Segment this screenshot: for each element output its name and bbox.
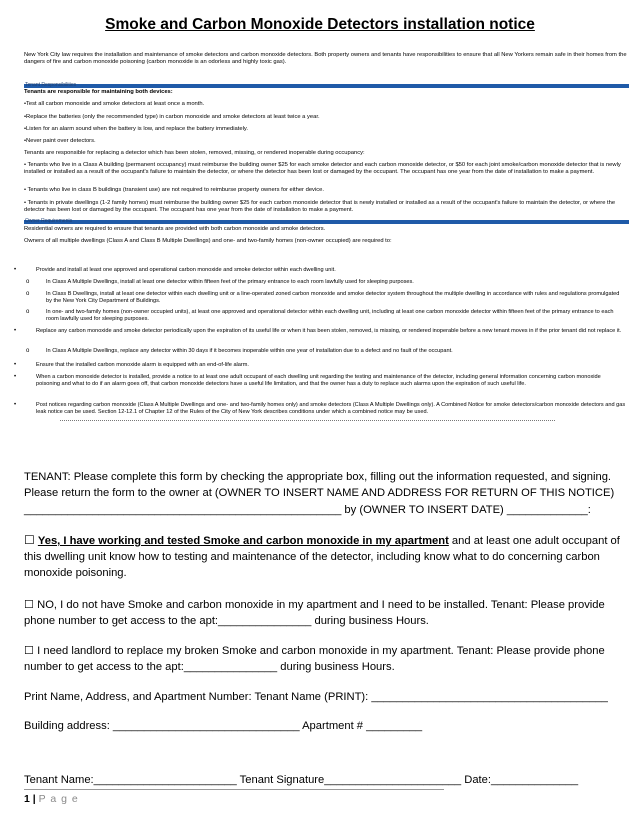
class-a-note: • Tenants who live in a Class A building (permanent occupancy) must reimburse the building owner $25 for each smoke detector and each carbon monoxide detector, or $50 for each joint smoke/carbon monoxide detector that is newly installed or installed as a result of the occupant's failure to maintain the detector, or where the detector has been lost or damaged by the occupant. The occupant has one year from the date of installation to make a payment. [24,162,621,175]
bullet-marker: • [14,402,17,408]
tenant-responsibilities-header [24,84,629,88]
private-dwelling-note: • Tenants in private dwellings (1-2 family homes) must reimburse the building owner $25 for each carbon monoxide detector that is newly installed or installed as a result of the occupant's failure to maintain the detector, or where the detector has been lost or damaged by the occupant. The occupant has one year from the date of installation to make a payment. [24,200,616,213]
page-label: P a g e [38,793,79,805]
list-item: Post notices regarding carbon monoxide (Class A Multiple Dwellings and one- and two-family homes only) and smoke detectors (Class A Multiple Dwellings only). A Combined Notice for smoke detectors/carbon monoxide detectors and gas leak notice can be used. Section 12-12.1 of Chapter 12 of the Rules of the City of New York describes conditions under which a combined notice may be used. [36,402,626,415]
bullet-marker: • [14,362,17,368]
owner-line-2: Owners of all multiple dwellings (Class A and Class B Multiple Dwellings) and one- and two-family homes (non-owner occupied) are required to: [24,238,392,244]
list-item: In Class A Multiple Dwellings, install at least one detector within fifteen feet of the primary entrance to each room lawfully used for sleeping purposes. [46,279,414,285]
list-item: Provide and install at least one approved and operational carbon monoxide and smoke detector within each dwelling unit. [36,267,336,273]
list-item: In one- and two-family homes (non-owner occupied units), at least one approved and operational detector within each dwelling unit, including at least one carbon monoxide detector within fifteen feet of the primary entrance to each room lawfully used for sleeping purposes. [46,309,614,322]
option-yes[interactable] [24,532,624,581]
owner-line-1: Residential owners are required to ensure that tenants are provided with both carbon monoxide and smoke detectors. [24,226,326,232]
bullet-marker: o [26,279,30,285]
option-yes-rest: and at least one adult occupant of this dwelling unit know how to testing and maintenance of the detector, including know what to do concerning carbon monoxide poisoning. [24,535,620,579]
tenant-item: •Never paint over detectors. [24,138,96,144]
tenant-item: •Listen for an alarm sound when the battery is low, and replace the battery immediately. [24,126,248,132]
tenant-item: •Replace the batteries (only the recommended type) in carbon monoxide and smoke detectors at least twice a year. [24,114,320,120]
owner-requirements-header [24,220,629,224]
page-separator: | [29,793,39,805]
signature-line[interactable]: Tenant Name:_______________________ Tenant Signature______________________ Date:______________ [24,774,579,786]
tenant-item: •Test all carbon monoxide and smoke detectors at least once a month. [24,101,205,107]
bullet-marker: o [26,348,30,354]
list-item: When a carbon monoxide detector is installed, provide a notice to at least one adult occupant of each dwelling unit regarding the testing and maintenance of the detector, including general information concerning carbon monoxide poisoning and what to do if an alarm goes off, that carbon monoxide detectors have a useful life limitation, and that the owner has a duty to replace such alarms upon the expiration of such useful life. [36,374,601,387]
list-item: In Class B Dwellings, install at least one detector within each dwelling unit or a line-operated zoned carbon monoxide and smoke detector system throughout the multiple dwelling in accordance with rules and regulations promulgated by the New York City Department of Buildings. [46,291,620,304]
list-item: Ensure that the installed carbon monoxide alarm is equipped with an end-of-life alarm. [36,362,249,368]
owner-requirements-label: Owner Requirements [25,218,73,224]
bullet-marker: • [14,267,17,273]
replace-note: Tenants are responsible for replacing a detector which has been stolen, removed, missing, or rendered inoperable during occupancy: [24,150,365,156]
list-item: In Class A Multiple Dwellings, replace any detector within 30 days if it becomes inoperable within one year of installation due to a defect and no fault of the occupant. [46,348,453,354]
checkbox-yes[interactable]: ☐ [24,533,35,547]
list-item: Replace any carbon monoxide and smoke detector periodically upon the expiration of its useful life or when it has been stolen, removed, is missing, or rendered inoperable before a new tenant moves in if the prior tenant did not replace it. [36,328,622,334]
intro-paragraph: New York City law requires the installation and maintenance of smoke detectors and carbon monoxide detectors. Both property owners and tenants have responsibilities to ensure that all New Yorkers remain safe in their homes from the dangers of fire and carbon monoxide poisoning (carbon monoxide is an odorless and highly toxic gas). [24,52,627,65]
footer-divider [24,789,444,790]
tenant-lead: Tenants are responsible for maintaining both devices: [24,89,173,95]
document-title: Smoke and Carbon Monoxide Detectors installation notice [105,16,535,33]
bullet-marker: • [14,328,17,334]
form-instructions: TENANT: Please complete this form by checking the appropriate box, filling out the information requested, and signing. Please return the form to the owner at (OWNER TO INSERT NAME AND ADDRESS FOR RETURN OF THIS NOTICE) [24,471,615,499]
print-name-field[interactable]: Print Name, Address, and Apartment Number: Tenant Name (PRINT): ______________________________________ [24,691,608,703]
class-b-note: • Tenants who live in class B buildings (transient use) are not required to reimburse property owners for either device. [24,187,324,193]
tenant-responsibilities-label: Tenant Responsibilities [25,82,77,88]
bullet-marker: o [26,309,30,315]
owner-date-line[interactable]: ___________________________________________________ by (OWNER TO INSERT DATE) _____________: [24,504,591,516]
divider-line [60,420,555,421]
page-footer [24,793,79,805]
bullet-marker: o [26,291,30,297]
page-number: 1 [24,793,30,805]
bullet-marker: • [14,374,17,380]
option-yes-bold: Yes, I have working and tested Smoke and carbon monoxide in my apartment [37,535,449,547]
option-no[interactable]: ☐ NO, I do not have Smoke and carbon monoxide in my apartment and I need to be installed. Tenant: Please provide phone number to get access to the apt:_______________ during business Hours. [24,599,605,627]
option-replace[interactable]: ☐ I need landlord to replace my broken Smoke and carbon monoxide in my apartment. Tenant: Please provide phone number to get access to the apt:_______________ during business Hours. [24,645,605,673]
building-address-field[interactable]: Building address: ______________________________ Apartment # _________ [24,720,423,732]
